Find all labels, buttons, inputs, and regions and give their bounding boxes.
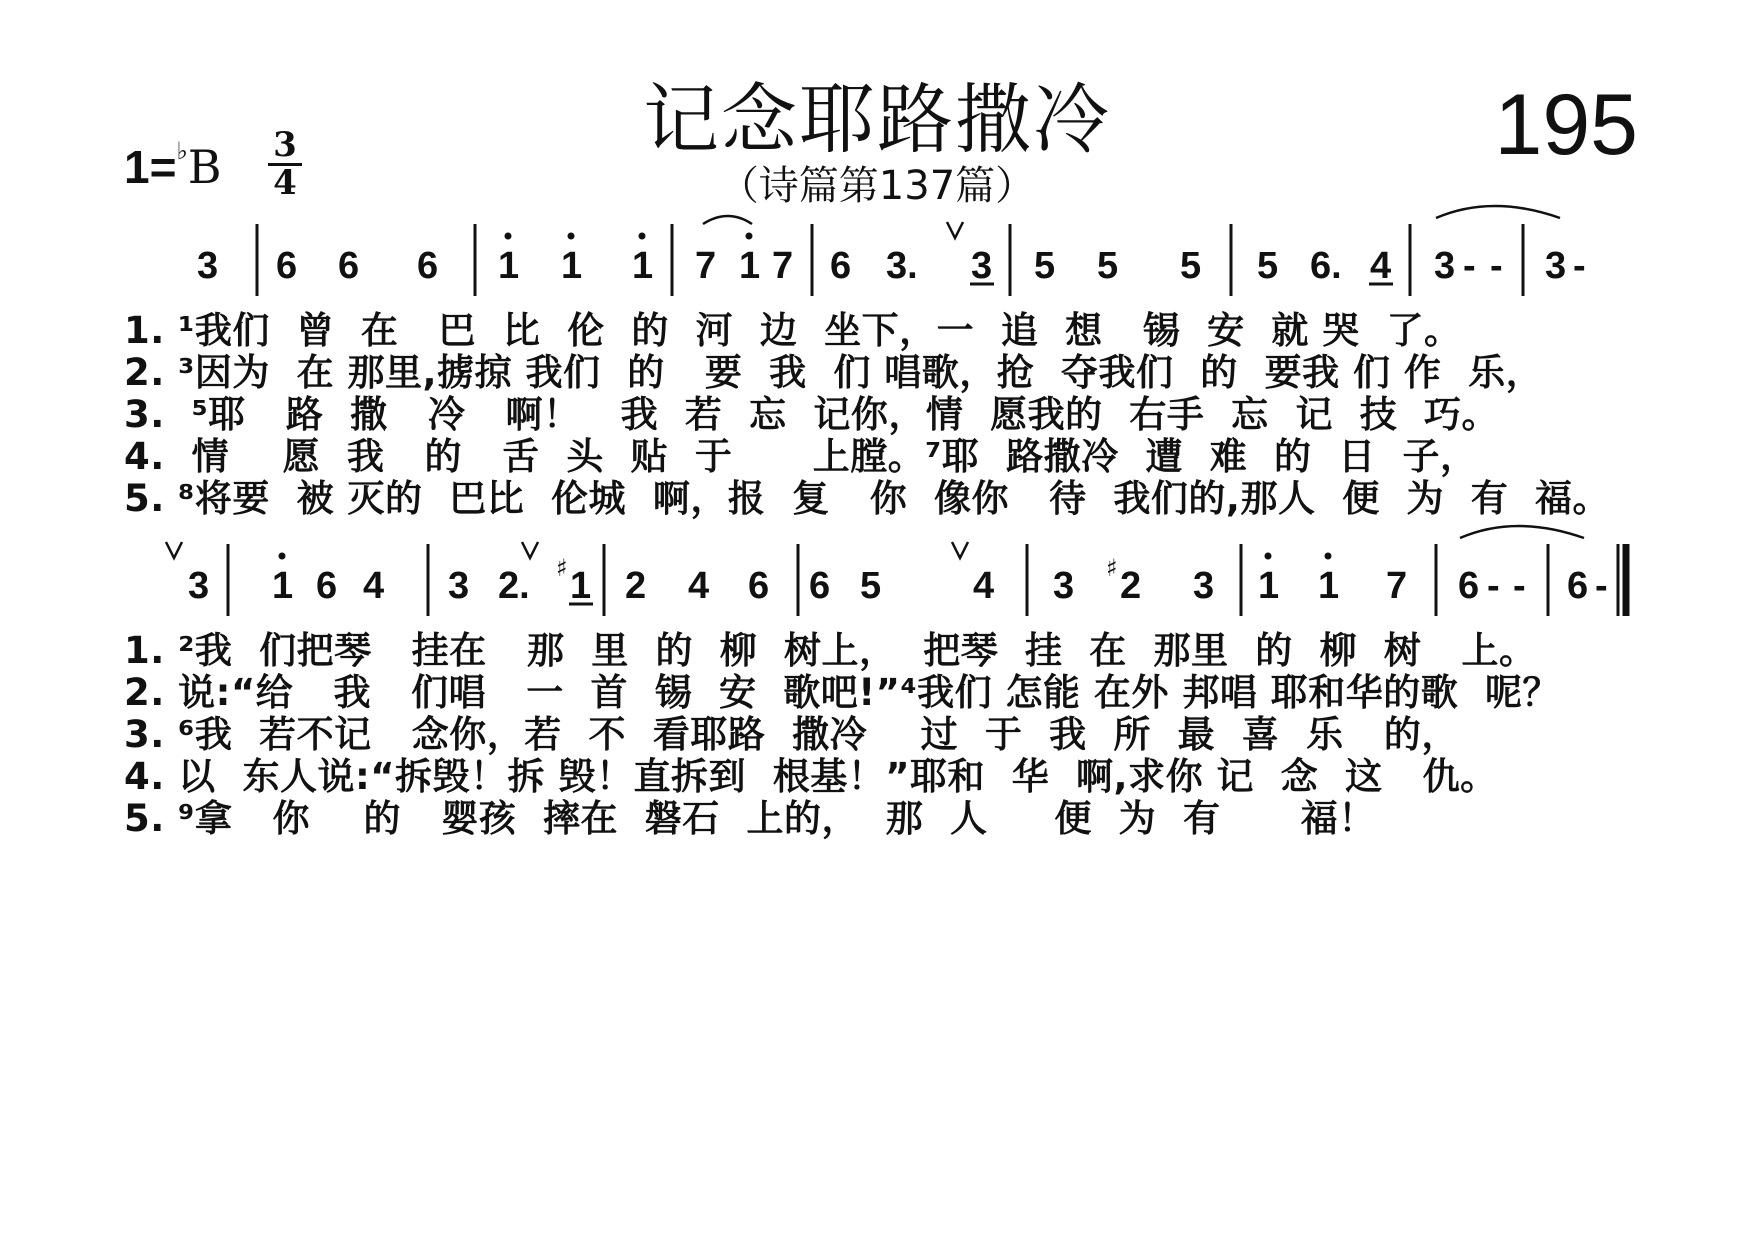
note: 1 bbox=[1318, 565, 1340, 607]
lyric-verse-5: 5. ⁸将要 被 灭的 巴比 伦城 啊，报 复 你 像你 待 我们的,那人 便 为 有 福。 bbox=[124, 477, 1611, 520]
note: 1 bbox=[272, 565, 294, 607]
note: 3 bbox=[1193, 565, 1215, 607]
note: 4 bbox=[973, 565, 995, 607]
note: - bbox=[1463, 245, 1476, 287]
note: 2 bbox=[625, 565, 647, 607]
note: - bbox=[1487, 565, 1500, 607]
breath-mark bbox=[166, 542, 182, 558]
note: 1 bbox=[570, 565, 592, 607]
note: 6 bbox=[276, 245, 298, 287]
note: 3. bbox=[886, 245, 918, 287]
lyric-verse-2: 2. ³因为 在 那里,掳掠 我们 的 要 我 们 唱歌，抢 夺我们 的 要我 们 作 乐， bbox=[124, 351, 1544, 394]
note: 6 bbox=[748, 565, 770, 607]
breath-mark bbox=[952, 542, 968, 558]
note: 2. bbox=[498, 565, 530, 607]
slur bbox=[1460, 526, 1584, 538]
lyric-verse-1: 1. ¹我们 曾 在 巴 比 伦 的 河 边 坐下，一 追 想 锡 安 就 哭 了。 bbox=[124, 309, 1462, 352]
note: - bbox=[1513, 565, 1526, 607]
note: 1 bbox=[632, 245, 654, 287]
octave-dot bbox=[746, 233, 753, 240]
hymn-number: 195 bbox=[1494, 77, 1638, 173]
sharp-sign: ♯ bbox=[556, 554, 568, 582]
breath-mark bbox=[522, 542, 538, 558]
key-note: B bbox=[187, 140, 222, 194]
octave-dot bbox=[568, 233, 575, 240]
note: 5 bbox=[860, 565, 882, 607]
octave-dot bbox=[1325, 553, 1332, 560]
note: 1 bbox=[739, 245, 761, 287]
octave-dot bbox=[279, 553, 286, 560]
note: - bbox=[1595, 565, 1608, 607]
slur bbox=[703, 216, 752, 224]
note: 6 bbox=[1458, 565, 1480, 607]
note: 6 bbox=[316, 565, 338, 607]
octave-dot bbox=[639, 233, 646, 240]
time-signature bbox=[268, 125, 302, 203]
note: 1 bbox=[498, 245, 520, 287]
note: 4 bbox=[1370, 245, 1392, 287]
slur bbox=[1436, 206, 1560, 218]
lyric-verse-1-line-2: 1. ²我 们把琴 挂在 那 里 的 柳 树上， 把琴 挂 在 那里 的 柳 树 上。 bbox=[124, 629, 1537, 672]
notation-line-1-svg bbox=[0, 200, 1754, 300]
note: 3 bbox=[971, 245, 993, 287]
key-signature bbox=[124, 138, 222, 194]
note: - bbox=[1490, 245, 1503, 287]
lyric-verse-2-line-2: 2. 说:“给 我 们唱 一 首 锡 安 歌吧!”⁴我们 怎能 在外 邦唱 耶和华的歌 呢？ bbox=[124, 671, 1560, 714]
key-prefix: 1= bbox=[124, 141, 177, 193]
note: 3 bbox=[197, 245, 219, 287]
notation-line-2-svg bbox=[0, 520, 1754, 620]
note: 6 bbox=[809, 565, 831, 607]
lyric-verse-4-line-2: 4. 以 东人说:“拆毁！拆 毁！直拆到 根基！”耶和 华 啊,求你 记 念 这 仇。 bbox=[124, 755, 1498, 798]
song-subtitle: （诗篇第137篇） bbox=[718, 163, 1036, 209]
octave-dot bbox=[1265, 553, 1272, 560]
time-numerator: 3 bbox=[268, 128, 302, 166]
note: - bbox=[1573, 245, 1586, 287]
note: 4 bbox=[688, 565, 710, 607]
note: 1 bbox=[1258, 565, 1280, 607]
sharp-sign: ♯ bbox=[1106, 554, 1118, 582]
note: 7 bbox=[695, 245, 717, 287]
note: 7 bbox=[1386, 565, 1408, 607]
note: 5 bbox=[1180, 245, 1202, 287]
octave-dot bbox=[505, 233, 512, 240]
note: 5 bbox=[1034, 245, 1056, 287]
note: 6 bbox=[338, 245, 360, 287]
note: 6 bbox=[417, 245, 439, 287]
note: 3 bbox=[188, 565, 210, 607]
note: 3 bbox=[1434, 245, 1456, 287]
note: 6. bbox=[1310, 245, 1342, 287]
note: 1 bbox=[561, 245, 583, 287]
song-title: 记念耶路撒冷 bbox=[643, 75, 1111, 164]
note: 3 bbox=[448, 565, 470, 607]
note: 5 bbox=[1257, 245, 1279, 287]
lyric-verse-3-line-2: 3. ⁶我 若不记 念你，若 不 看耶路 撒冷 过 于 我 所 最 喜 乐 的， bbox=[124, 713, 1459, 756]
note: 6 bbox=[830, 245, 852, 287]
note: 2 bbox=[1120, 565, 1142, 607]
notation-line-2 bbox=[0, 520, 1754, 620]
time-denominator: 4 bbox=[273, 163, 297, 203]
lyric-verse-5-line-2: 5. ⁹拿 你 的 婴孩 摔在 磐石 上的， 那 人 便 为 有 福！ bbox=[124, 797, 1376, 840]
flat-sign: ♭ bbox=[176, 138, 188, 165]
lyric-verse-3: 3. ⁵耶 路 撒 冷 啊！ 我 若 忘 记你，情 愿我的 右手 忘 记 技 巧。 bbox=[124, 393, 1499, 436]
breath-mark bbox=[947, 222, 963, 238]
note: 6 bbox=[1567, 565, 1589, 607]
note: 3 bbox=[1545, 245, 1567, 287]
notation-line-1 bbox=[0, 200, 1754, 300]
note: 4 bbox=[363, 565, 385, 607]
note: 5 bbox=[1097, 245, 1119, 287]
note: 7 bbox=[772, 245, 794, 287]
note: 3 bbox=[1053, 565, 1075, 607]
lyric-verse-4: 4. 情 愿 我 的 舌 头 贴 于 上膛。⁷耶 路撒冷 遭 难 的 日 子， bbox=[124, 435, 1478, 478]
